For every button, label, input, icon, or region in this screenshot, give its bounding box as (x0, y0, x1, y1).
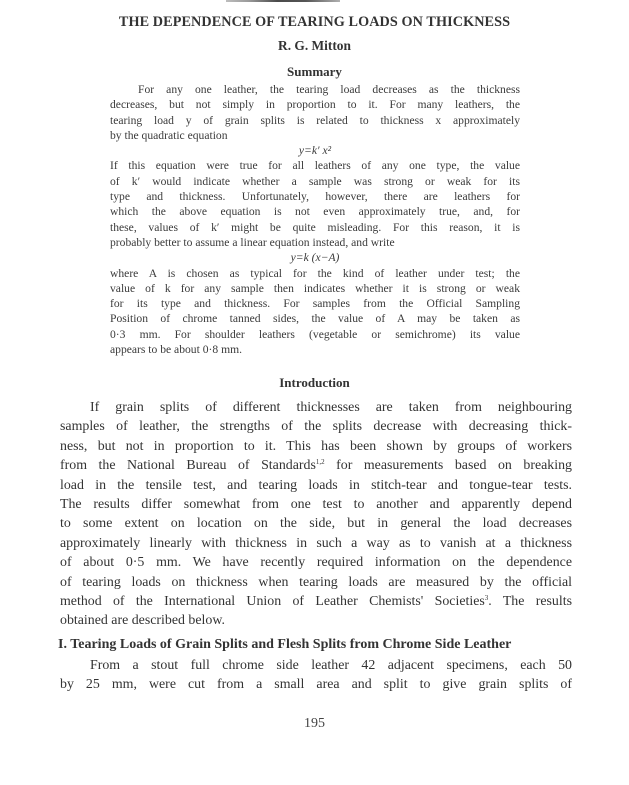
page-number: 195 (304, 716, 325, 731)
section-line: by 25 mm, were cut from a small area and split to give grain splits of (60, 677, 572, 693)
section-1-body (60, 656, 572, 695)
summary-line: appears to be about 0·8 mm. (110, 343, 243, 357)
intro-line (60, 592, 572, 611)
summary-line: of k′ would indicate whether a sample was strong or weak for its (110, 174, 520, 188)
summary-line: probably better to assume a linear equation instead, and write (110, 235, 395, 249)
intro-line: ness, but not in proportion to it. This has been shown by groups of workers (60, 438, 572, 454)
linear-equation: y=k (x−A) (290, 251, 340, 265)
intro-line (60, 456, 572, 475)
intro-line: obtained are described below. (60, 613, 225, 629)
summary-section (110, 82, 520, 357)
article-title: THE DEPENDENCE OF TEARING LOADS ON THICKNESS (118, 14, 511, 30)
summary-line: decreases, but not simply in proportion to it. For many leathers, the (110, 98, 520, 112)
intro-line: to some extent on location on the side, but in general the load decreases (60, 516, 572, 532)
summary-line: for its type and thickness. For samples from the Official Sampling (110, 297, 520, 311)
section-1-heading: I. Tearing Loads of Grain Splits and Flesh Splits from Chrome Side Leather (58, 637, 512, 652)
top-rule-divider (226, 0, 340, 2)
intro-line: samples of leather, the strengths of the splits decrease with decreasing thick- (60, 419, 572, 435)
citation-ref-1-2: 1,2 (315, 458, 325, 467)
summary-line: For any one leather, the tearing load decreases as the thickness (138, 83, 520, 96)
article-author: R. G. Mitton (278, 38, 351, 53)
summary-line: type and thickness. Unfortunately, however, there are leathers for (110, 190, 520, 204)
summary-line: Position of chrome tanned sides, the value of A may be taken as (110, 312, 520, 326)
intro-line-tail: for measurements based on breaking (324, 458, 572, 474)
intro-line: The results differ somewhat from one test to another and apparently depend (60, 497, 572, 513)
quadratic-equation: y=k′ x² (298, 144, 332, 158)
summary-line: by the quadratic equation (110, 128, 228, 142)
intro-line: If grain splits of different thicknesses are taken from neighbouring (90, 400, 572, 415)
summary-line: which the above equation is not even approximately true, and, for (110, 205, 520, 219)
introduction-heading: Introduction (279, 375, 350, 390)
intro-line: of tearing loads on thickness when tearing loads are measured by the official (60, 574, 572, 590)
citation-ref-3: 3 (484, 594, 489, 603)
intro-line: of about 0·5 mm. We have recently required information on the dependence (60, 555, 572, 571)
intro-line-tail: . The results (488, 594, 572, 610)
intro-line: approximately linearly with thickness in such a way as to vanish at a thickness (60, 535, 572, 551)
summary-line: 0·3 mm. For shoulder leathers (vegetable or semichrome) its value (110, 327, 520, 341)
summary-heading: Summary (287, 64, 342, 79)
intro-line: load in the tensile test, and tearing loads in stitch-tear and tongue-tear tests. (60, 477, 572, 493)
intro-line-text: method of the International Union of Leather Chemists' Societies (60, 594, 485, 610)
summary-line: tearing load y of grain splits is related to thickness x approximately (110, 113, 520, 127)
summary-line: value of k for any sample then indicates whether it is strong or weak (110, 281, 520, 295)
summary-line: these, values of k′ might be quite misleading. For this reason, it is (110, 220, 520, 234)
section-line: From a stout full chrome side leather 42 adjacent specimens, each 50 (90, 658, 572, 673)
introduction-section (60, 398, 572, 631)
intro-line-text: from the National Bureau of Standards (60, 458, 316, 474)
summary-line: If this equation were true for all leathers of any one type, the value (110, 159, 520, 173)
summary-line: where A is chosen as typical for the kind of leather under test; the (110, 266, 520, 280)
